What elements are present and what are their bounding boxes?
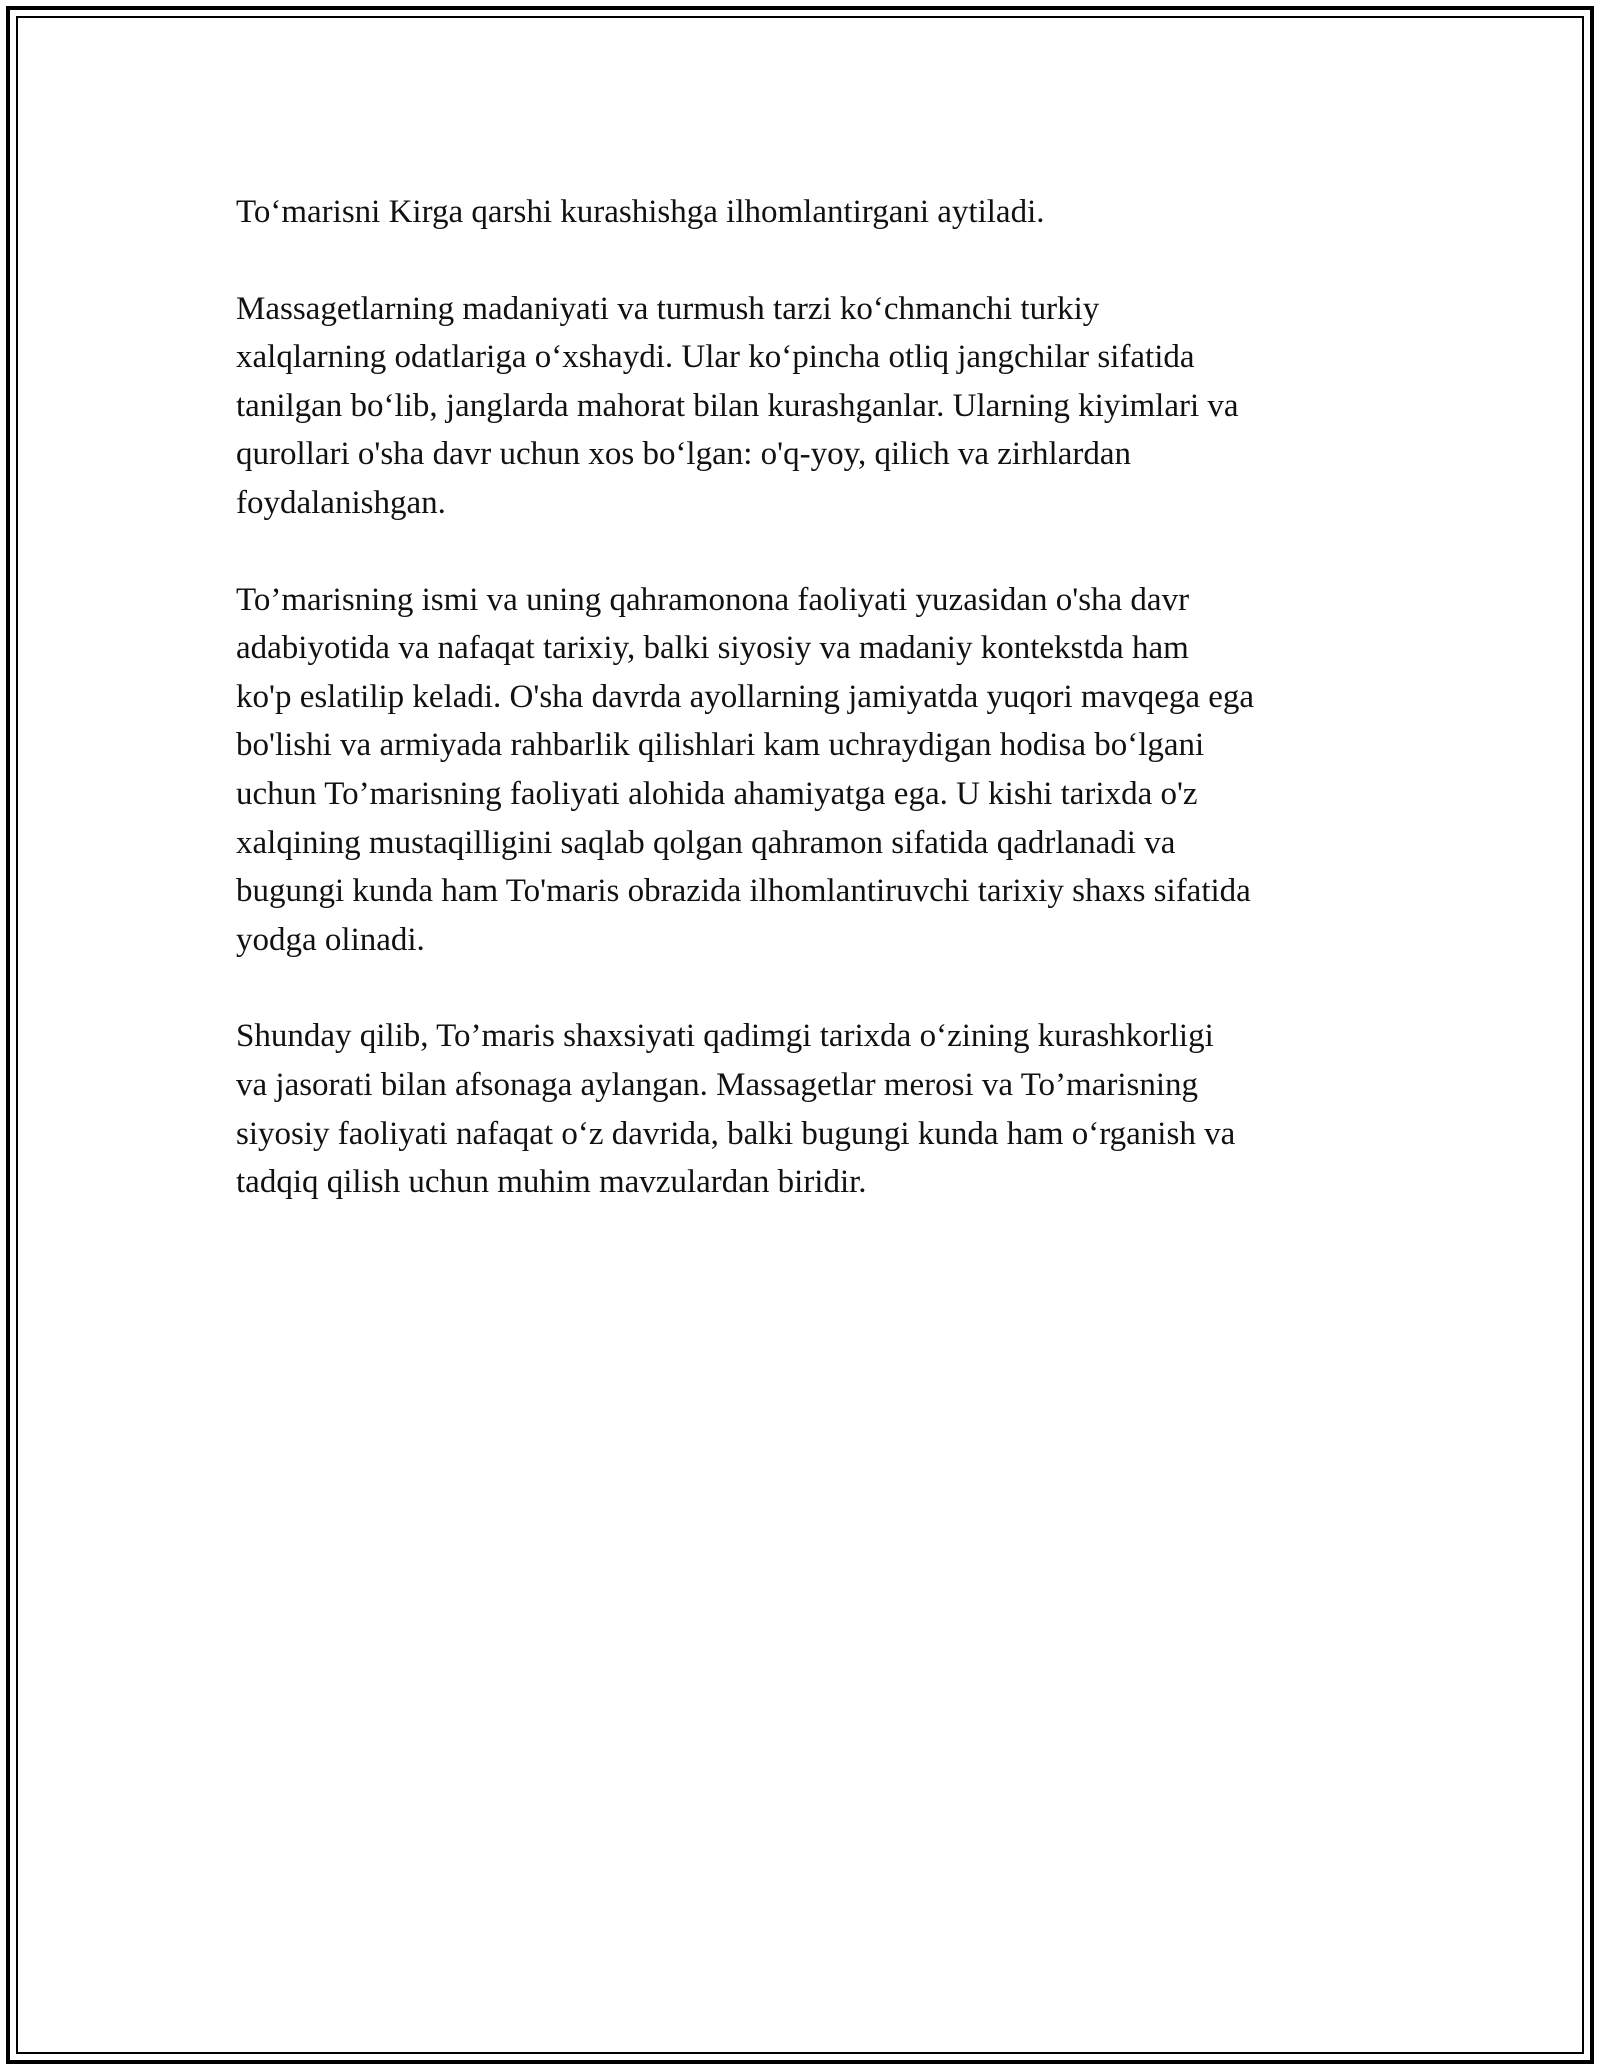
text-line: tanilgan bo‘lib, janglarda mahorat bilan kurashganlar. Ularning kiyimlari va: [236, 387, 1239, 424]
text-line: siyosiy faoliyati nafaqat o‘z davrida, balki bugungi kunda ham o‘rganish va: [236, 1115, 1236, 1152]
text-line: To‘marisni Kirga qarshi kurashishga ilhomlantirgani aytiladi.: [236, 194, 1045, 230]
document-body: [236, 188, 1386, 1255]
text-line: Massagetlarning madaniyati va turmush tarzi ko‘chmanchi turkiy: [236, 290, 1100, 327]
text-line: qurollari o'sha davr uchun xos bo‘lgan: o'q-yoy, qilich va zirhlardan: [236, 436, 1132, 473]
text-line: bo'lishi va armiyada rahbarlik qilishlari kam uchraydigan hodisa bo‘lgani: [236, 727, 1205, 764]
paragraph-4: [236, 1012, 1386, 1206]
text-line: foydalanishgan.: [236, 484, 446, 521]
text-line: tadqiq qilish uchun muhim mavzulardan biridir.: [236, 1164, 867, 1201]
text-line: xalqlarning odatlariga o‘xshaydi. Ular ko‘pincha otliq jangchilar sifatida: [236, 339, 1195, 376]
text-line: Shunday qilib, To’maris shaxsiyati qadimgi tarixda o‘zining kurashkorligi: [236, 1018, 1214, 1055]
text-line: va jasorati bilan afsonaga aylangan. Massagetlar merosi va To’marisning: [236, 1066, 1199, 1103]
text-line: bugungi kunda ham To'maris obrazida ilhomlantiruvchi tarixiy shaxs sifatida: [236, 873, 1251, 910]
paragraph-3: [236, 576, 1386, 965]
text-line: uchun To’marisning faoliyati alohida ahamiyatga ega. U kishi tarixda o'z: [236, 775, 1198, 812]
text-line: To’marisning ismi va uning qahramonona faoliyati yuzasidan o'sha davr: [236, 581, 1190, 618]
paragraph-2: [236, 285, 1386, 528]
paragraph-1: [236, 188, 1386, 237]
text-line: yodga olinadi.: [236, 921, 425, 958]
text-line: ko'p eslatilip keladi. O'sha davrda ayollarning jamiyatda yuqori mavqega ega: [236, 678, 1255, 715]
text-line: xalqining mustaqilligini saqlab qolgan qahramon sifatida qadrlanadi va: [236, 824, 1176, 861]
text-line: adabiyotida va nafaqat tarixiy, balki siyosiy va madaniy kontekstda ham: [236, 630, 1189, 667]
